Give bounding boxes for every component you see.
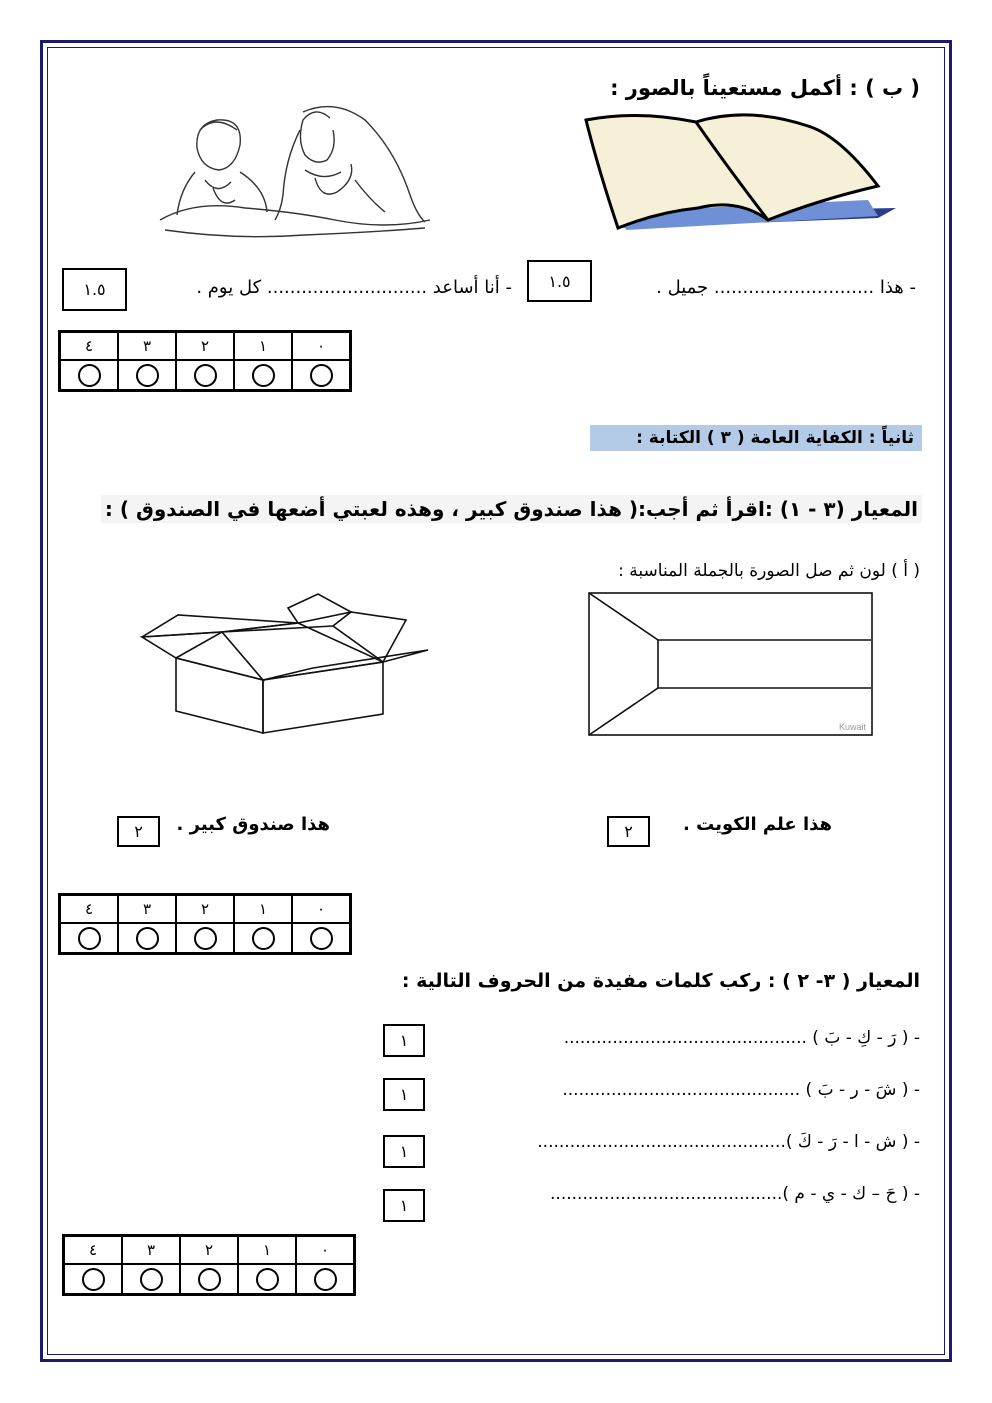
rubric-label: ٣ <box>118 895 176 924</box>
rubric-table-2 <box>58 893 352 955</box>
rubric-circle[interactable] <box>256 1268 279 1291</box>
rubric-label: ٤ <box>60 895 119 924</box>
letter-item-3: - ( ش - ا - رَ - كَ ).............................................. <box>537 1132 920 1152</box>
rubric-circle[interactable] <box>310 927 333 950</box>
label-box-sentence: هذا صندوق كبير . <box>176 814 330 835</box>
rubric-label: ٣ <box>118 332 176 361</box>
rubric-label: ٠ <box>292 332 351 361</box>
rubric-circle[interactable] <box>252 364 275 387</box>
letter-item-4: - ( حَ – ك - ي - م )........................................... <box>550 1184 920 1204</box>
kuwait-flag-image <box>588 592 873 736</box>
open-box-image <box>138 590 433 740</box>
letter-item-2-score: ١ <box>383 1078 425 1111</box>
score-box-1: ١.٥ <box>527 260 592 302</box>
section-b-title: ( ب ) : أكمل مستعيناً بالصور : <box>610 76 920 100</box>
standard-3-1: المعيار (٣ - ١) :اقرأ ثم أجب:( هذا صندوق كبير ، وهذه لعبتي أضعها في الصندوق ) : <box>101 495 922 523</box>
rubric-label: ٤ <box>60 332 119 361</box>
rubric-circle[interactable] <box>194 364 217 387</box>
label-flag-sentence: هذا علم الكويت . <box>683 814 832 835</box>
rubric-label: ٢ <box>176 895 234 924</box>
rubric-circle[interactable] <box>78 364 101 387</box>
letter-item-1: - ( رَ - كِ - بَ ) ............................................. <box>563 1028 920 1048</box>
rubric-circle[interactable] <box>194 927 217 950</box>
rubric-label: ٠ <box>292 895 351 924</box>
score-box-box: ٢ <box>117 816 160 847</box>
flag-caption: Kuwait <box>838 722 866 732</box>
rubric-circle[interactable] <box>140 1268 163 1291</box>
rubric-label: ١ <box>234 895 292 924</box>
mother-child-praying-image <box>155 100 435 245</box>
sentence-1a: - هذا ............................ جميل . <box>656 277 916 298</box>
rubric-label: ٤ <box>64 1236 123 1265</box>
rubric-circle[interactable] <box>310 364 333 387</box>
letter-item-1-score: ١ <box>383 1024 425 1057</box>
section-2-heading: ثانياً : الكفاية العامة ( ٣ ) الكتابة : <box>590 425 922 451</box>
rubric-circle[interactable] <box>198 1268 221 1291</box>
rubric-circle[interactable] <box>82 1268 105 1291</box>
rubric-label: ٢ <box>180 1236 238 1265</box>
score-box-2: ١.٥ <box>62 268 127 311</box>
rubric-circle[interactable] <box>136 364 159 387</box>
letter-item-3-score: ١ <box>383 1135 425 1168</box>
letter-item-2: - ( شَ - ر - بَ ) ............................................ <box>562 1080 920 1100</box>
rubric-table-3 <box>62 1234 356 1296</box>
instruction-a: ( أ ) لون ثم صل الصورة بالجملة المناسبة : <box>618 561 920 581</box>
rubric-label: ٠ <box>296 1236 355 1265</box>
rubric-label: ١ <box>234 332 292 361</box>
rubric-label: ١ <box>238 1236 296 1265</box>
rubric-circle[interactable] <box>78 927 101 950</box>
rubric-circle[interactable] <box>252 927 275 950</box>
rubric-label: ٢ <box>176 332 234 361</box>
open-book-image <box>578 108 898 248</box>
rubric-table-1 <box>58 330 352 392</box>
score-box-flag: ٢ <box>607 816 650 847</box>
rubric-circle[interactable] <box>136 927 159 950</box>
rubric-label: ٣ <box>122 1236 180 1265</box>
sentence-1b: - أنا أساعد ............................ كل يوم . <box>196 277 512 298</box>
letter-item-4-score: ١ <box>383 1189 425 1222</box>
standard-3-2: المعيار ( ٣- ٢ ) : ركب كلمات مفيدة من الحروف التالية : <box>401 970 920 992</box>
rubric-circle[interactable] <box>314 1268 337 1291</box>
